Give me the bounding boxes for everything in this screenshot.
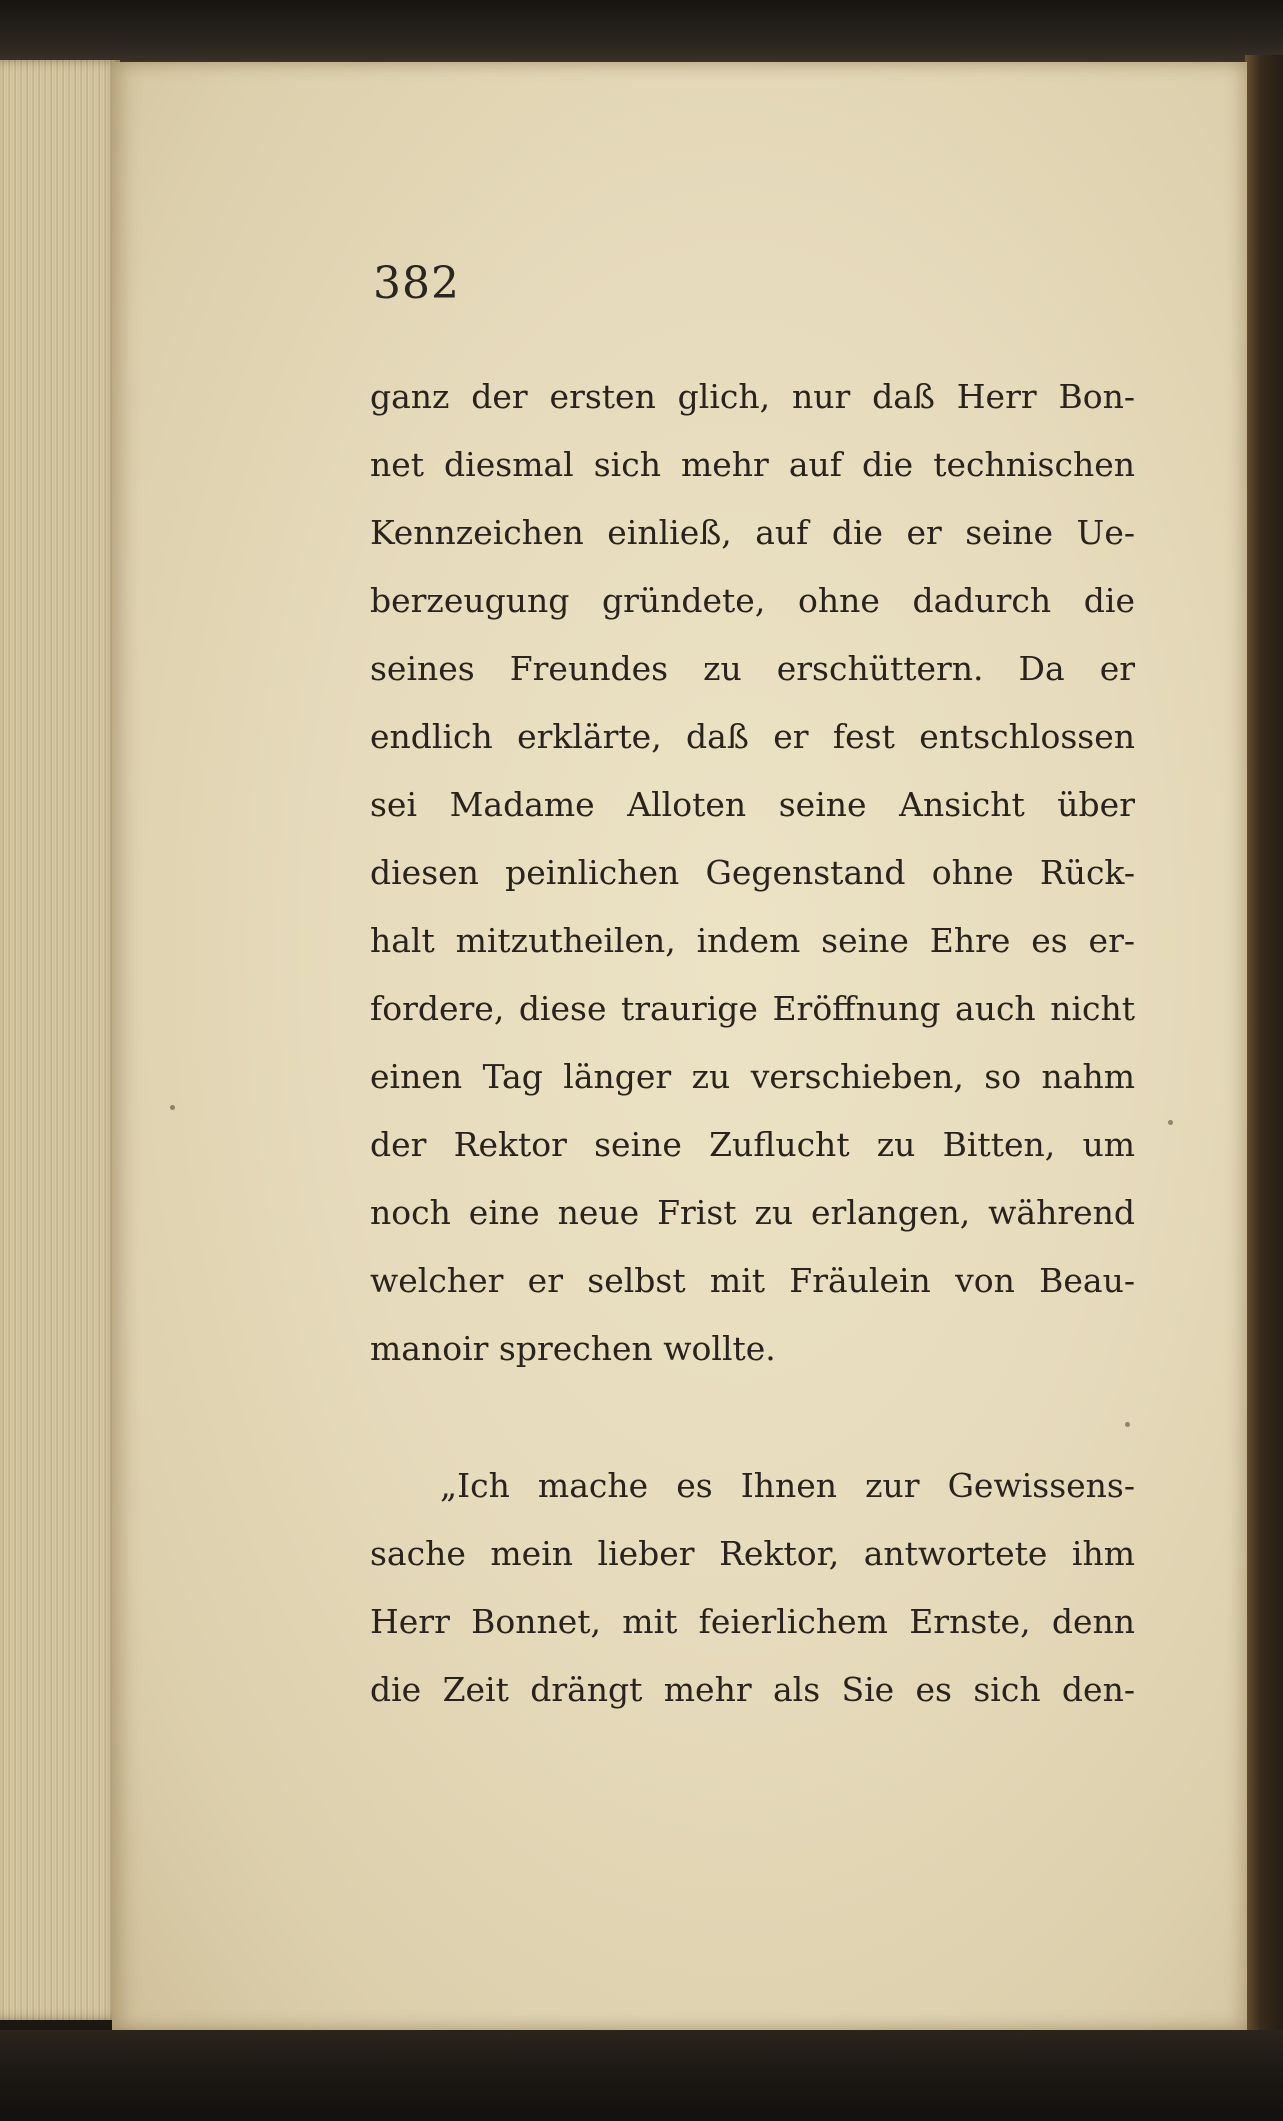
book-cover-right-edge — [1245, 55, 1283, 2045]
paragraph-2 — [370, 1452, 1135, 1724]
text-line: net diesmal sich mehr auf die technischen — [370, 445, 1135, 484]
paper-speck — [1168, 1120, 1173, 1125]
text-line: der Rektor seine Zuflucht zu Bitten, um — [370, 1125, 1135, 1164]
text-line: sache mein lieber Rektor, antwortete ihm — [370, 1534, 1135, 1573]
text-line: seines Freundes zu erschüttern. Da er — [370, 649, 1135, 688]
text-line: die Zeit drängt mehr als Sie es sich den- — [370, 1670, 1135, 1709]
paper-speck — [170, 1105, 175, 1110]
text-line: welcher er selbst mit Fräulein von Beau- — [370, 1261, 1135, 1300]
text-line: manoir sprechen wollte. — [370, 1329, 776, 1368]
text-line: Herr Bonnet, mit feierlichem Ernste, denn — [370, 1602, 1135, 1641]
text-line: „Ich mache es Ihnen zur Gewissens- — [440, 1466, 1135, 1505]
page-edges-stack — [0, 60, 120, 2020]
book-cover-top-edge — [0, 0, 1283, 62]
text-line: endlich erklärte, daß er fest entschlossen — [370, 717, 1135, 756]
text-line: berzeugung gründete, ohne dadurch die — [370, 581, 1135, 620]
text-line: diesen peinlichen Gegenstand ohne Rück- — [370, 853, 1135, 892]
book-cover-bottom-edge — [0, 2030, 1283, 2121]
paper-speck — [1125, 1422, 1130, 1427]
text-line: ganz der ersten glich, nur daß Herr Bon- — [370, 377, 1135, 416]
text-line: noch eine neue Frist zu erlangen, während — [370, 1193, 1135, 1232]
text-line: halt mitzutheilen, indem seine Ehre es er- — [370, 921, 1135, 960]
text-line: Kennzeichen einließ, auf die er seine Ue- — [370, 513, 1135, 552]
paragraph-1 — [370, 363, 1135, 1383]
text-line: einen Tag länger zu verschieben, so nahm — [370, 1057, 1135, 1096]
text-line: sei Madame Alloten seine Ansicht über — [370, 785, 1135, 824]
text-line: fordere, diese traurige Eröffnung auch nicht — [370, 989, 1135, 1028]
page-number: 382 — [373, 258, 460, 309]
